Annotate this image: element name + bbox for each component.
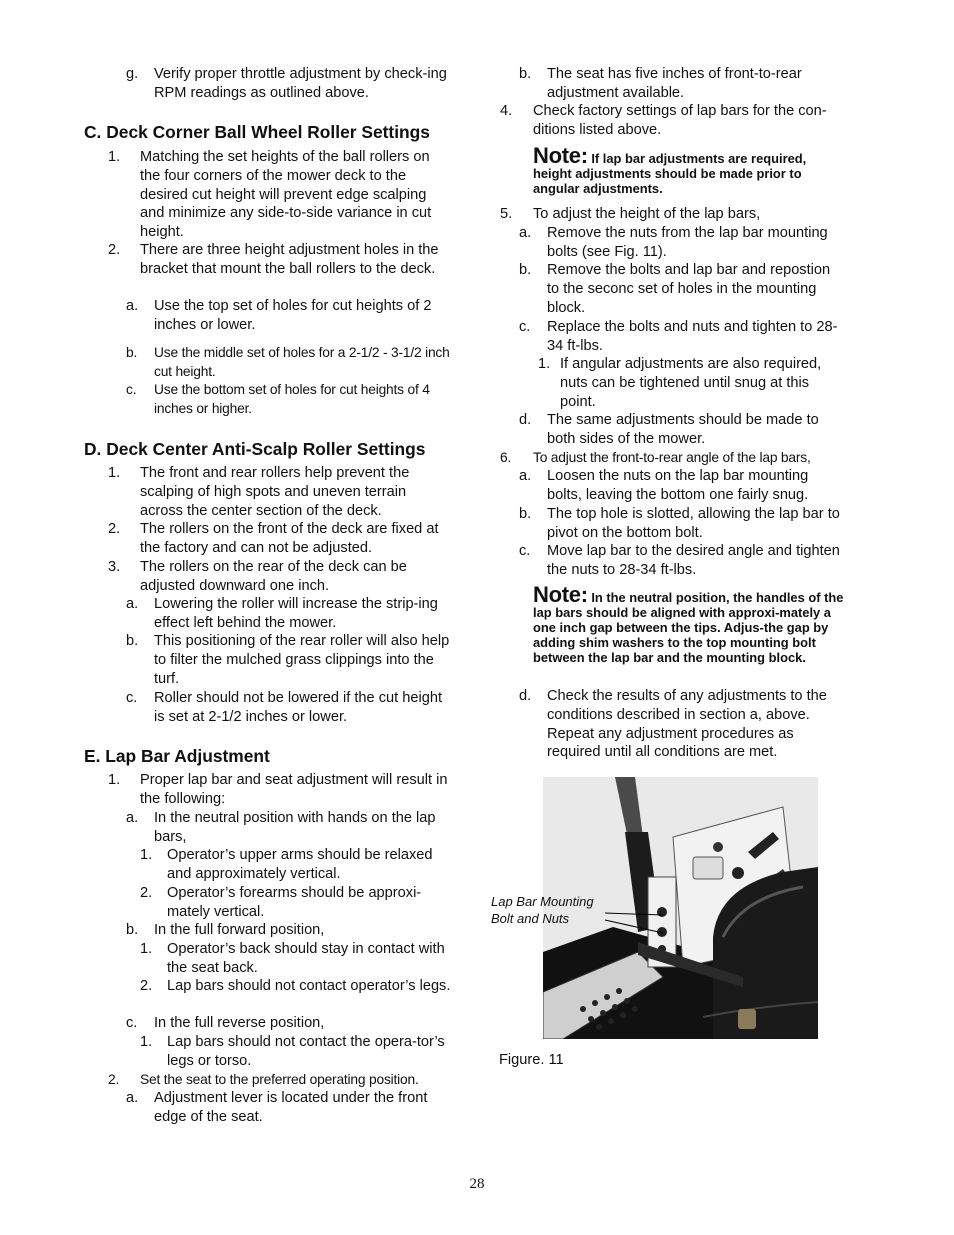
list-item	[108, 464, 453, 520]
list-item	[108, 1071, 453, 1090]
list-item	[126, 297, 453, 335]
list-text: If angular adjustments are also required, nuts can be tightened until snug at this point.	[560, 356, 822, 410]
callout-leader-lines	[575, 895, 675, 965]
list-marker: c.	[126, 382, 137, 397]
callout-line-1: Lap Bar Mounting	[491, 894, 594, 909]
list-text: The same adjustments should be made to both sides of the mower.	[547, 412, 819, 447]
list-item	[108, 771, 453, 809]
page-number: 28	[469, 1176, 485, 1192]
list-text: Use the top set of holes for cut heights of 2 inches or lower.	[154, 298, 432, 333]
list-text: Use the bottom set of holes for cut heights of 4 inches or higher.	[154, 382, 430, 416]
list-text: Remove the nuts from the lap bar mounting bolts (see Fig. 11).	[547, 225, 828, 260]
list-marker: 5.	[500, 206, 513, 222]
list-item	[140, 940, 453, 978]
list-marker: 4.	[500, 103, 513, 119]
list-text: To adjust the front-to-rear angle of the lap bars,	[533, 450, 811, 465]
list-text: Lap bars should not contact operator’s legs.	[167, 978, 451, 994]
list-marker: c.	[126, 1015, 138, 1031]
list-marker: 2.	[108, 521, 121, 537]
list-item	[126, 595, 453, 633]
list-marker: d.	[519, 412, 532, 428]
list-item	[140, 977, 453, 996]
list-marker: d.	[519, 688, 532, 704]
list-text: Move lap bar to the desired angle and tighten the nuts to 28-34 ft-lbs.	[547, 543, 840, 578]
list-item	[126, 381, 453, 419]
list-item	[519, 542, 845, 580]
list-marker: c.	[519, 319, 531, 335]
list-text: To adjust the height of the lap bars,	[533, 206, 761, 222]
list-marker: b.	[126, 633, 139, 649]
list-marker: 3.	[108, 559, 121, 575]
list-text: Lowering the roller will increase the strip-ing effect left behind the mower.	[154, 596, 438, 631]
list-text: Lap bars should not contact the opera-tor’s legs or torso.	[167, 1034, 445, 1069]
list-text: Set the seat to the preferred operating position.	[140, 1072, 419, 1087]
list-item	[519, 411, 845, 449]
list-item	[500, 205, 845, 224]
section-c-heading: C. Deck Corner Ball Wheel Roller Settings	[84, 122, 430, 142]
list-item	[108, 558, 453, 596]
list-marker: a.	[126, 1090, 139, 1106]
list-item	[519, 261, 845, 317]
list-item	[126, 921, 453, 940]
list-text: Remove the bolts and lap bar and repostion to the seconc set of holes in the mounting block.	[547, 262, 831, 316]
list-marker: c.	[126, 690, 138, 706]
list-text: This positioning of the rear roller will also help to filter the mulched grass clippings into the turf.	[154, 633, 450, 687]
list-marker: a.	[519, 468, 532, 484]
list-marker: g.	[126, 66, 139, 82]
note-label: Note:	[533, 143, 588, 168]
list-text: Adjustment lever is located under the front edge of the seat.	[154, 1090, 428, 1125]
list-marker: 1.	[538, 356, 551, 372]
list-text: In the full reverse position,	[154, 1015, 325, 1031]
list-item	[519, 65, 849, 103]
list-marker: a.	[126, 596, 139, 612]
list-item	[108, 520, 453, 558]
list-marker: 1.	[140, 941, 153, 957]
list-item	[126, 1014, 453, 1033]
list-marker: 1.	[108, 149, 121, 165]
list-text: Replace the bolts and nuts and tighten to 28-34 ft-lbs.	[547, 319, 838, 354]
list-item	[126, 632, 453, 688]
list-text: Proper lap bar and seat adjustment will result in the following:	[140, 772, 448, 807]
list-item	[500, 449, 845, 468]
list-marker: 1.	[140, 847, 153, 863]
list-item	[126, 689, 453, 727]
list-text: Use the middle set of holes for a 2-1/2 - 3-1/2 inch cut height.	[154, 345, 450, 379]
list-item	[519, 224, 845, 262]
note-label: Note:	[533, 582, 588, 607]
list-marker: 2.	[108, 1072, 120, 1087]
list-item	[140, 884, 453, 922]
list-text: Loosen the nuts on the lap bar mounting bolts, leaving the bottom one fairly snug.	[547, 468, 809, 503]
note-text: If lap bar adjustments are required, height adjustments should be made prior to angular adjustments.	[533, 151, 807, 196]
list-text: The top hole is slotted, allowing the lap bar to pivot on the bottom bolt.	[547, 506, 840, 541]
list-marker: a.	[519, 225, 532, 241]
figure-caption: Figure. 11	[499, 1052, 564, 1068]
list-item	[126, 1089, 453, 1127]
list-item	[538, 355, 845, 411]
list-item	[140, 846, 453, 884]
list-marker: 1.	[140, 1034, 153, 1050]
list-marker: a.	[126, 298, 139, 314]
list-text: Operator’s upper arms should be relaxed and approximately vertical.	[167, 847, 433, 882]
list-item	[519, 687, 845, 762]
callout-line-2: Bolt and Nuts	[491, 911, 570, 926]
list-text: The rollers on the rear of the deck can be adjusted downward one inch.	[140, 559, 407, 594]
note-box	[533, 582, 845, 665]
list-marker: c.	[519, 543, 531, 559]
list-text: Operator’s forearms should be approxi-mately vertical.	[167, 885, 422, 920]
list-text: There are three height adjustment holes in the bracket that mount the ball rollers to the deck.	[140, 242, 439, 277]
list-marker: 2.	[140, 978, 153, 994]
list-marker: 1.	[108, 465, 121, 481]
list-text: Matching the set heights of the ball rollers on the four corners of the mower deck to the desired cut height will prevent edge scalping and minimize any side-to-side variance in cut height.	[140, 149, 432, 241]
list-item	[108, 148, 453, 242]
section-e-heading: E. Lap Bar Adjustment	[84, 746, 270, 766]
list-marker: 2.	[108, 242, 121, 258]
list-text: Verify proper throttle adjustment by check-ing RPM readings as outlined above.	[154, 66, 447, 101]
list-text: In the neutral position with hands on the lap bars,	[154, 810, 436, 845]
note-box	[533, 143, 845, 196]
list-item	[126, 809, 453, 847]
list-marker: b.	[126, 922, 139, 938]
list-marker: b.	[519, 506, 532, 522]
list-item	[108, 241, 453, 279]
section-d-heading: D. Deck Center Anti-Scalp Roller Settings	[84, 439, 426, 459]
list-item	[519, 505, 845, 543]
list-text: Operator’s back should stay in contact with the seat back.	[167, 941, 445, 976]
list-text: Roller should not be lowered if the cut height is set at 2-1/2 inches or lower.	[154, 690, 442, 725]
list-text: The seat has five inches of front-to-rear adjustment available.	[547, 66, 802, 101]
list-marker: 1.	[108, 772, 121, 788]
list-text: In the full forward position,	[154, 922, 325, 938]
list-text: The front and rear rollers help prevent the scalping of high spots and uneven terrain across the center section of the deck.	[140, 465, 410, 519]
list-item	[126, 344, 453, 382]
list-marker: b.	[519, 66, 532, 82]
note-text: In the neutral position, the handles of the lap bars should be aligned with approxi-mately a one inch gap between the tips. Adjus-the gap by adding shim washers to the top mounting bolt between the lap bar and the mounting block.	[533, 590, 844, 665]
list-marker: a.	[126, 810, 139, 826]
list-item	[126, 65, 456, 103]
list-marker: 2.	[140, 885, 153, 901]
list-marker: b.	[519, 262, 532, 278]
list-text: The rollers on the front of the deck are fixed at the factory and can not be adjusted.	[140, 521, 439, 556]
list-text: Check factory settings of lap bars for the con-ditions listed above.	[533, 103, 827, 138]
list-item	[140, 1033, 453, 1071]
list-marker: b.	[126, 345, 138, 360]
list-marker: 6.	[500, 450, 512, 465]
list-item	[519, 318, 845, 356]
list-text: Check the results of any adjustments to the conditions described in section a, above. Repeat any adjustment procedures as required until all conditions are met.	[547, 688, 827, 761]
list-item	[519, 467, 845, 505]
list-item	[500, 102, 845, 140]
